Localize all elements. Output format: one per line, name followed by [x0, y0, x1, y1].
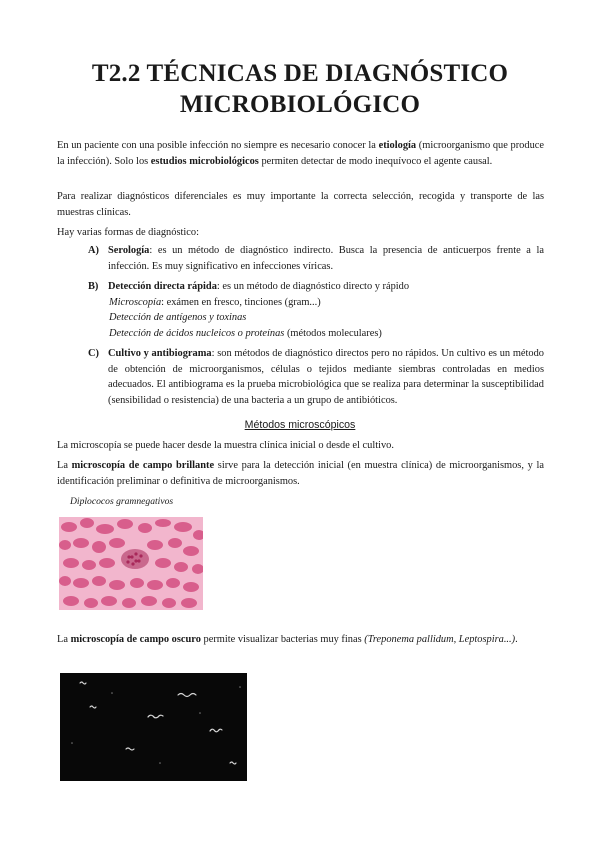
term-campo-brillante: microscopía de campo brillante	[71, 460, 215, 471]
dark-field-image	[60, 673, 247, 781]
term-deteccion: Detección directa rápida	[108, 281, 217, 292]
term-serologia: Serología	[108, 245, 150, 256]
list-item-cultivo	[88, 346, 544, 408]
intro-paragraph-2: Para realizar diagnósticos diferenciales es muy importante la correcta selección, recogida y transporte de las muestras clínicas.	[57, 191, 544, 218]
image-caption: Diplococos gramnegativos	[70, 496, 174, 507]
section-paragraph-2	[57, 458, 544, 489]
list-marker: C)	[88, 348, 99, 359]
section-paragraph-3	[57, 632, 544, 648]
text: : es un método de diagnóstico indirecto. Busca la presencia de anticuerpos frente a la infección. Es muy significativo en infecciones víricas.	[108, 245, 544, 272]
organism-examples: (Treponema pallidum, Leptospira...)	[364, 634, 516, 645]
term-cultivo: Cultivo y antibiograma	[108, 348, 212, 359]
term-etiologia: etiología	[378, 140, 417, 151]
text: permiten detectar de modo inequívoco el agente causal.	[258, 155, 493, 167]
text: Microscopía	[109, 296, 162, 308]
section-title: Métodos microscópicos	[244, 419, 356, 431]
list-item-deteccion	[88, 279, 544, 295]
section-paragraph-1: La microscopía se puede hacer desde la muestra clínica inicial o desde el cultivo.	[57, 440, 394, 451]
sub-item-acidos	[88, 326, 544, 342]
gram-stain-image	[59, 517, 203, 610]
list-marker: B)	[88, 281, 99, 292]
gram-stain-illustration	[59, 517, 203, 610]
term-estudios: estudios microbiológicos	[150, 155, 259, 167]
list-marker: A)	[88, 245, 99, 256]
intro-paragraph-3: Hay varias formas de diagnóstico:	[57, 227, 199, 238]
list-item-serologia	[88, 243, 544, 274]
text: Detección de ácidos nucleicos o proteínas	[109, 327, 285, 339]
text: (microorganismo que produce la infección). Solo los	[57, 140, 544, 167]
text: : exámen en fresco, tinciones (gram...)	[161, 296, 321, 308]
text: : es un método de diagnóstico directo y rápido	[216, 281, 410, 292]
dark-field-illustration	[60, 673, 247, 781]
text: La	[57, 634, 71, 645]
text: : son métodos de diagnóstico directos pero no rápidos. Un cultivo es un método de obtención de microorganismos, células o tejidos mediante siembras controladas en medios adecuados. El antibiograma es la prueba microbiológica que se realiza para determinar la susceptibilidad (sensibilidad o resistencia) de una bacteria a un grupo de antibióticos.	[108, 348, 544, 406]
text: sirve para la detección inicial (en muestra clínica) de microorganismos, y la identificación preliminar o definitiva de microorganismos.	[57, 460, 545, 487]
intro-paragraph-1	[57, 138, 544, 169]
text: En un paciente con una posible infección no siempre es necesario conocer la	[57, 140, 379, 151]
page-title: T2.2 TÉCNICAS DE DIAGNÓSTICO MICROBIOLÓGICO	[91, 60, 509, 118]
diagnosis-list	[88, 243, 544, 408]
sub-item-antigenos: Detección de antígenos y toxinas	[109, 312, 247, 323]
text: (métodos moleculares)	[284, 327, 382, 339]
text: La	[57, 460, 72, 471]
text: .	[515, 634, 518, 645]
sub-item-microscopia	[88, 295, 544, 311]
term-campo-oscuro: microscopía de campo oscuro	[70, 634, 201, 645]
text: permite visualizar bacterias muy finas	[200, 634, 365, 645]
